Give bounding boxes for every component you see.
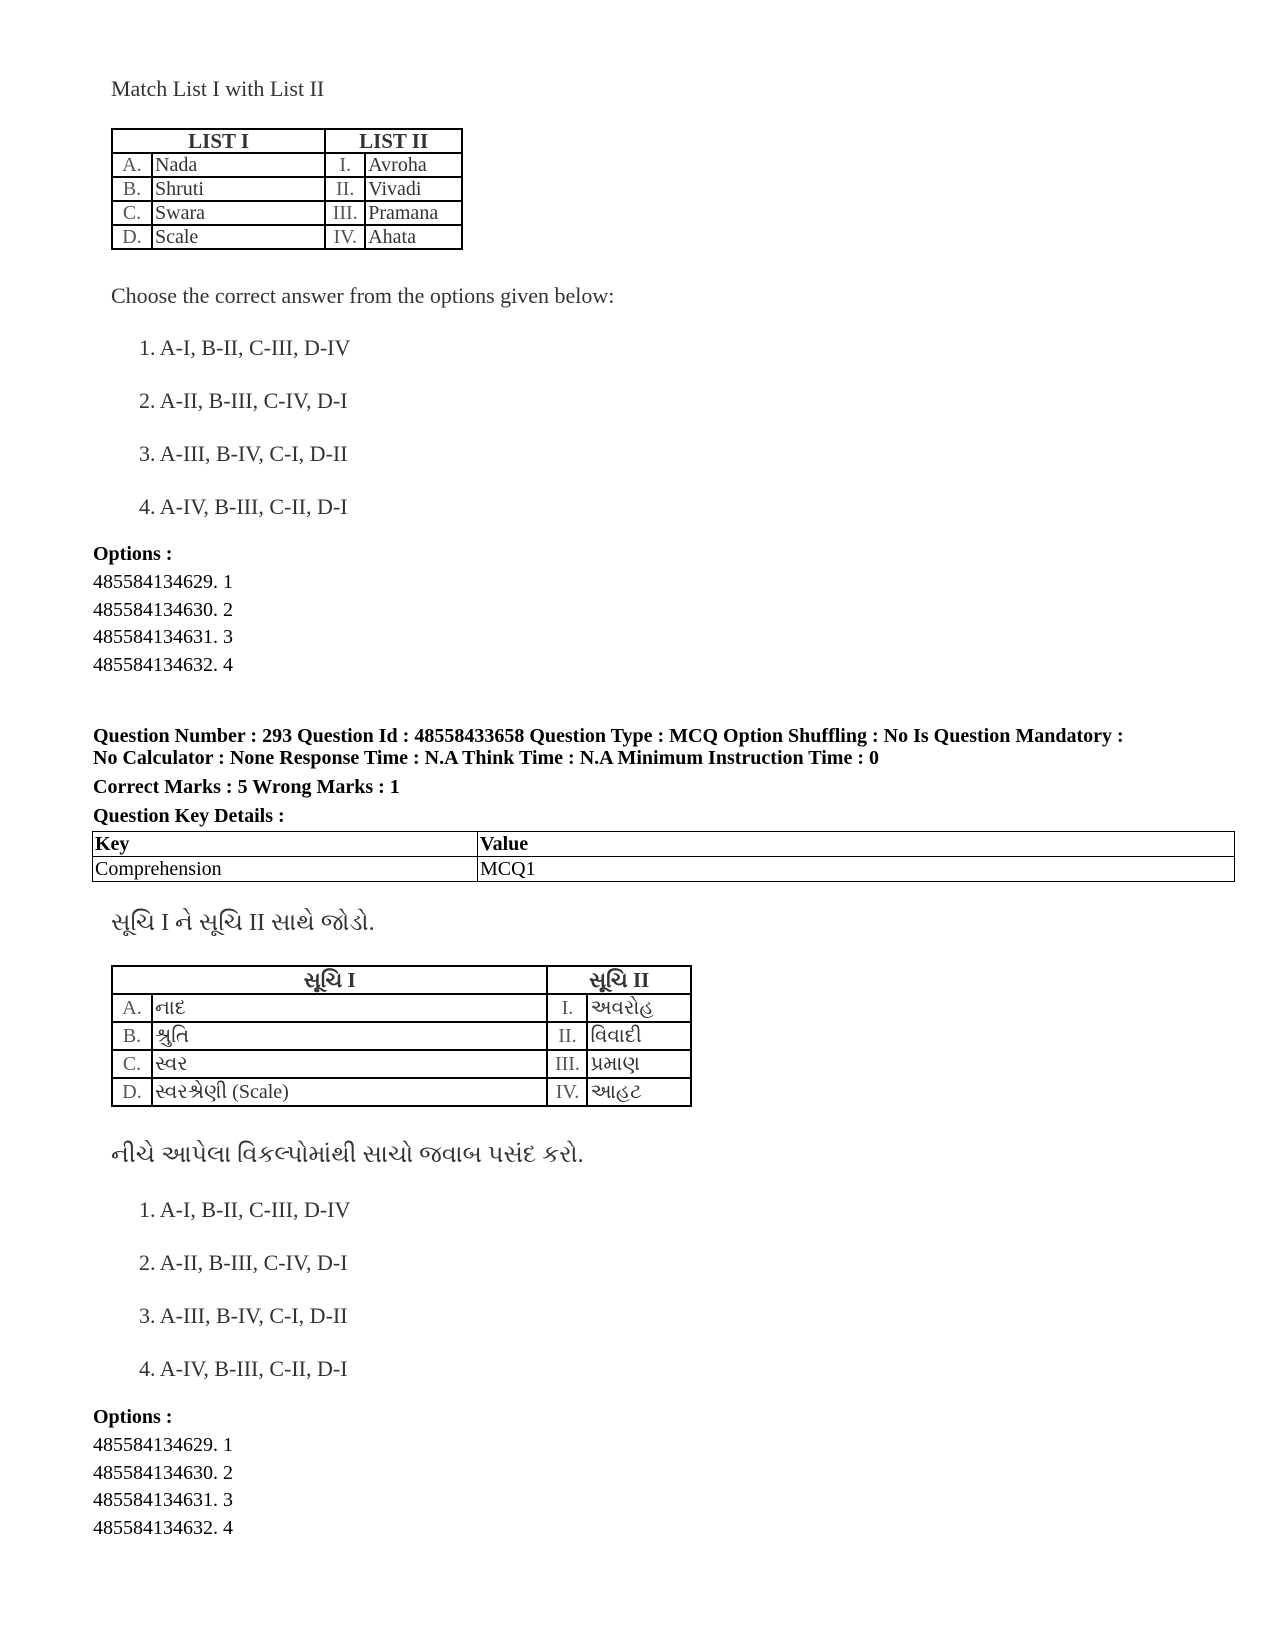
- list-1-item: સ્વર: [152, 1050, 547, 1078]
- value-cell: MCQ1: [478, 857, 1235, 882]
- list-2-numeral: I.: [325, 153, 365, 177]
- list-1-letter: A.: [112, 994, 152, 1022]
- list-1-letter: B.: [112, 177, 152, 201]
- match-row: [112, 1078, 691, 1106]
- choice-3: 3. A-III, B-IV, C-I, D-II: [139, 1303, 348, 1328]
- list-2-numeral: III.: [547, 1050, 587, 1078]
- choice-4: 4. A-IV, B-III, C-II, D-I: [139, 1356, 348, 1381]
- list-1-item: Scale: [152, 225, 325, 249]
- list-2-numeral: II.: [325, 177, 365, 201]
- list-1-item: સ્વરશ્રેણી (Scale): [152, 1078, 547, 1106]
- list-2-numeral: IV.: [547, 1078, 587, 1106]
- option-item: 485584134629. 1: [93, 571, 233, 593]
- choice-2: 2. A-II, B-III, C-IV, D-I: [139, 1250, 348, 1275]
- list-2-item: પ્રમાણ: [587, 1050, 691, 1078]
- option-item: 485584134632. 4: [93, 1516, 233, 1539]
- prev-options-label: Options :: [93, 543, 173, 565]
- option-item: 485584134629. 1: [93, 1434, 233, 1456]
- option-item: 485584134630. 2: [93, 1461, 233, 1484]
- match-row: [112, 153, 462, 177]
- list-2-item: Avroha: [365, 153, 462, 177]
- list-1-item: Shruti: [152, 177, 325, 201]
- list-2-item: Pramana: [365, 201, 462, 225]
- list-2-item: અવરોહ: [587, 994, 691, 1022]
- option-item: 485584134632. 4: [93, 653, 233, 676]
- list-2-numeral: IV.: [325, 225, 365, 249]
- prev-question-title: Match List I with List II: [111, 76, 325, 101]
- match-table-header: [112, 966, 691, 994]
- match-table: [111, 965, 692, 1107]
- option-item: 485584134631. 3: [93, 626, 233, 648]
- prev-choice-4: 4. A-IV, B-III, C-II, D-I: [139, 494, 348, 519]
- list-1-letter: C.: [112, 201, 152, 225]
- list-2-item: વિવાદી: [587, 1022, 691, 1050]
- question-title: સૂચિ I ને સૂચિ II સાથે જોડો.: [111, 910, 375, 936]
- list-2-numeral: II.: [547, 1022, 587, 1050]
- list-1-letter: C.: [112, 1050, 152, 1078]
- list-1-letter: A.: [112, 153, 152, 177]
- key-table-row: [93, 857, 1235, 882]
- list-2-item: Ahata: [365, 225, 462, 249]
- prev-choice-2: 2. A-II, B-III, C-IV, D-I: [139, 388, 348, 413]
- question-instruction: નીચે આપેલા વિકલ્પોમાંથી સાચો જવાબ પસંદ કરો.: [111, 1142, 584, 1168]
- prev-choice-3: 3. A-III, B-IV, C-I, D-II: [139, 441, 348, 466]
- question-meta-line-2: No Calculator : None Response Time : N.A Think Time : N.A Minimum Instruction Time : 0: [93, 747, 879, 769]
- key-table-header: [93, 832, 1235, 857]
- choice-1: 1. A-I, B-II, C-III, D-IV: [139, 1197, 351, 1222]
- match-row: [112, 994, 691, 1022]
- list-2-header: LIST II: [325, 129, 462, 153]
- list-1-item: Nada: [152, 153, 325, 177]
- match-row: [112, 1050, 691, 1078]
- prev-match-table: [111, 128, 463, 250]
- match-row: [112, 1022, 691, 1050]
- match-row: [112, 225, 462, 249]
- prev-instruction: Choose the correct answer from the options given below:: [111, 283, 615, 308]
- list-1-header: LIST I: [112, 129, 325, 153]
- list-2-numeral: I.: [547, 994, 587, 1022]
- match-row: [112, 201, 462, 225]
- list-2-numeral: III.: [325, 201, 365, 225]
- list-2-item: Vivadi: [365, 177, 462, 201]
- options-list: [93, 1432, 233, 1542]
- options-label: Options :: [93, 1406, 173, 1428]
- marks-line: Correct Marks : 5 Wrong Marks : 1: [93, 776, 400, 798]
- match-table-header: [112, 129, 462, 153]
- list-1-header: સૂચિ I: [112, 966, 547, 994]
- question-meta-line-1: Question Number : 293 Question Id : 48558433658 Question Type : MCQ Option Shuffling : No Is Question Mandatory :: [93, 725, 1124, 747]
- match-row: [112, 177, 462, 201]
- value-header: Value: [478, 832, 1235, 857]
- list-1-letter: D.: [112, 1078, 152, 1106]
- option-item: 485584134631. 3: [93, 1489, 233, 1511]
- list-2-item: આહટ: [587, 1078, 691, 1106]
- list-1-letter: D.: [112, 225, 152, 249]
- key-cell: Comprehension: [93, 857, 478, 882]
- list-2-header: સૂચિ II: [547, 966, 691, 994]
- list-1-item: શ્રુતિ: [152, 1022, 547, 1050]
- list-1-letter: B.: [112, 1022, 152, 1050]
- key-details-table: [92, 831, 1235, 882]
- prev-options-list: [93, 569, 233, 679]
- list-1-item: Swara: [152, 201, 325, 225]
- prev-choice-1: 1. A-I, B-II, C-III, D-IV: [139, 335, 351, 360]
- list-1-item: નાદ: [152, 994, 547, 1022]
- question-meta: [93, 725, 1233, 769]
- key-header: Key: [93, 832, 478, 857]
- option-item: 485584134630. 2: [93, 598, 233, 621]
- key-details-label: Question Key Details :: [93, 805, 285, 827]
